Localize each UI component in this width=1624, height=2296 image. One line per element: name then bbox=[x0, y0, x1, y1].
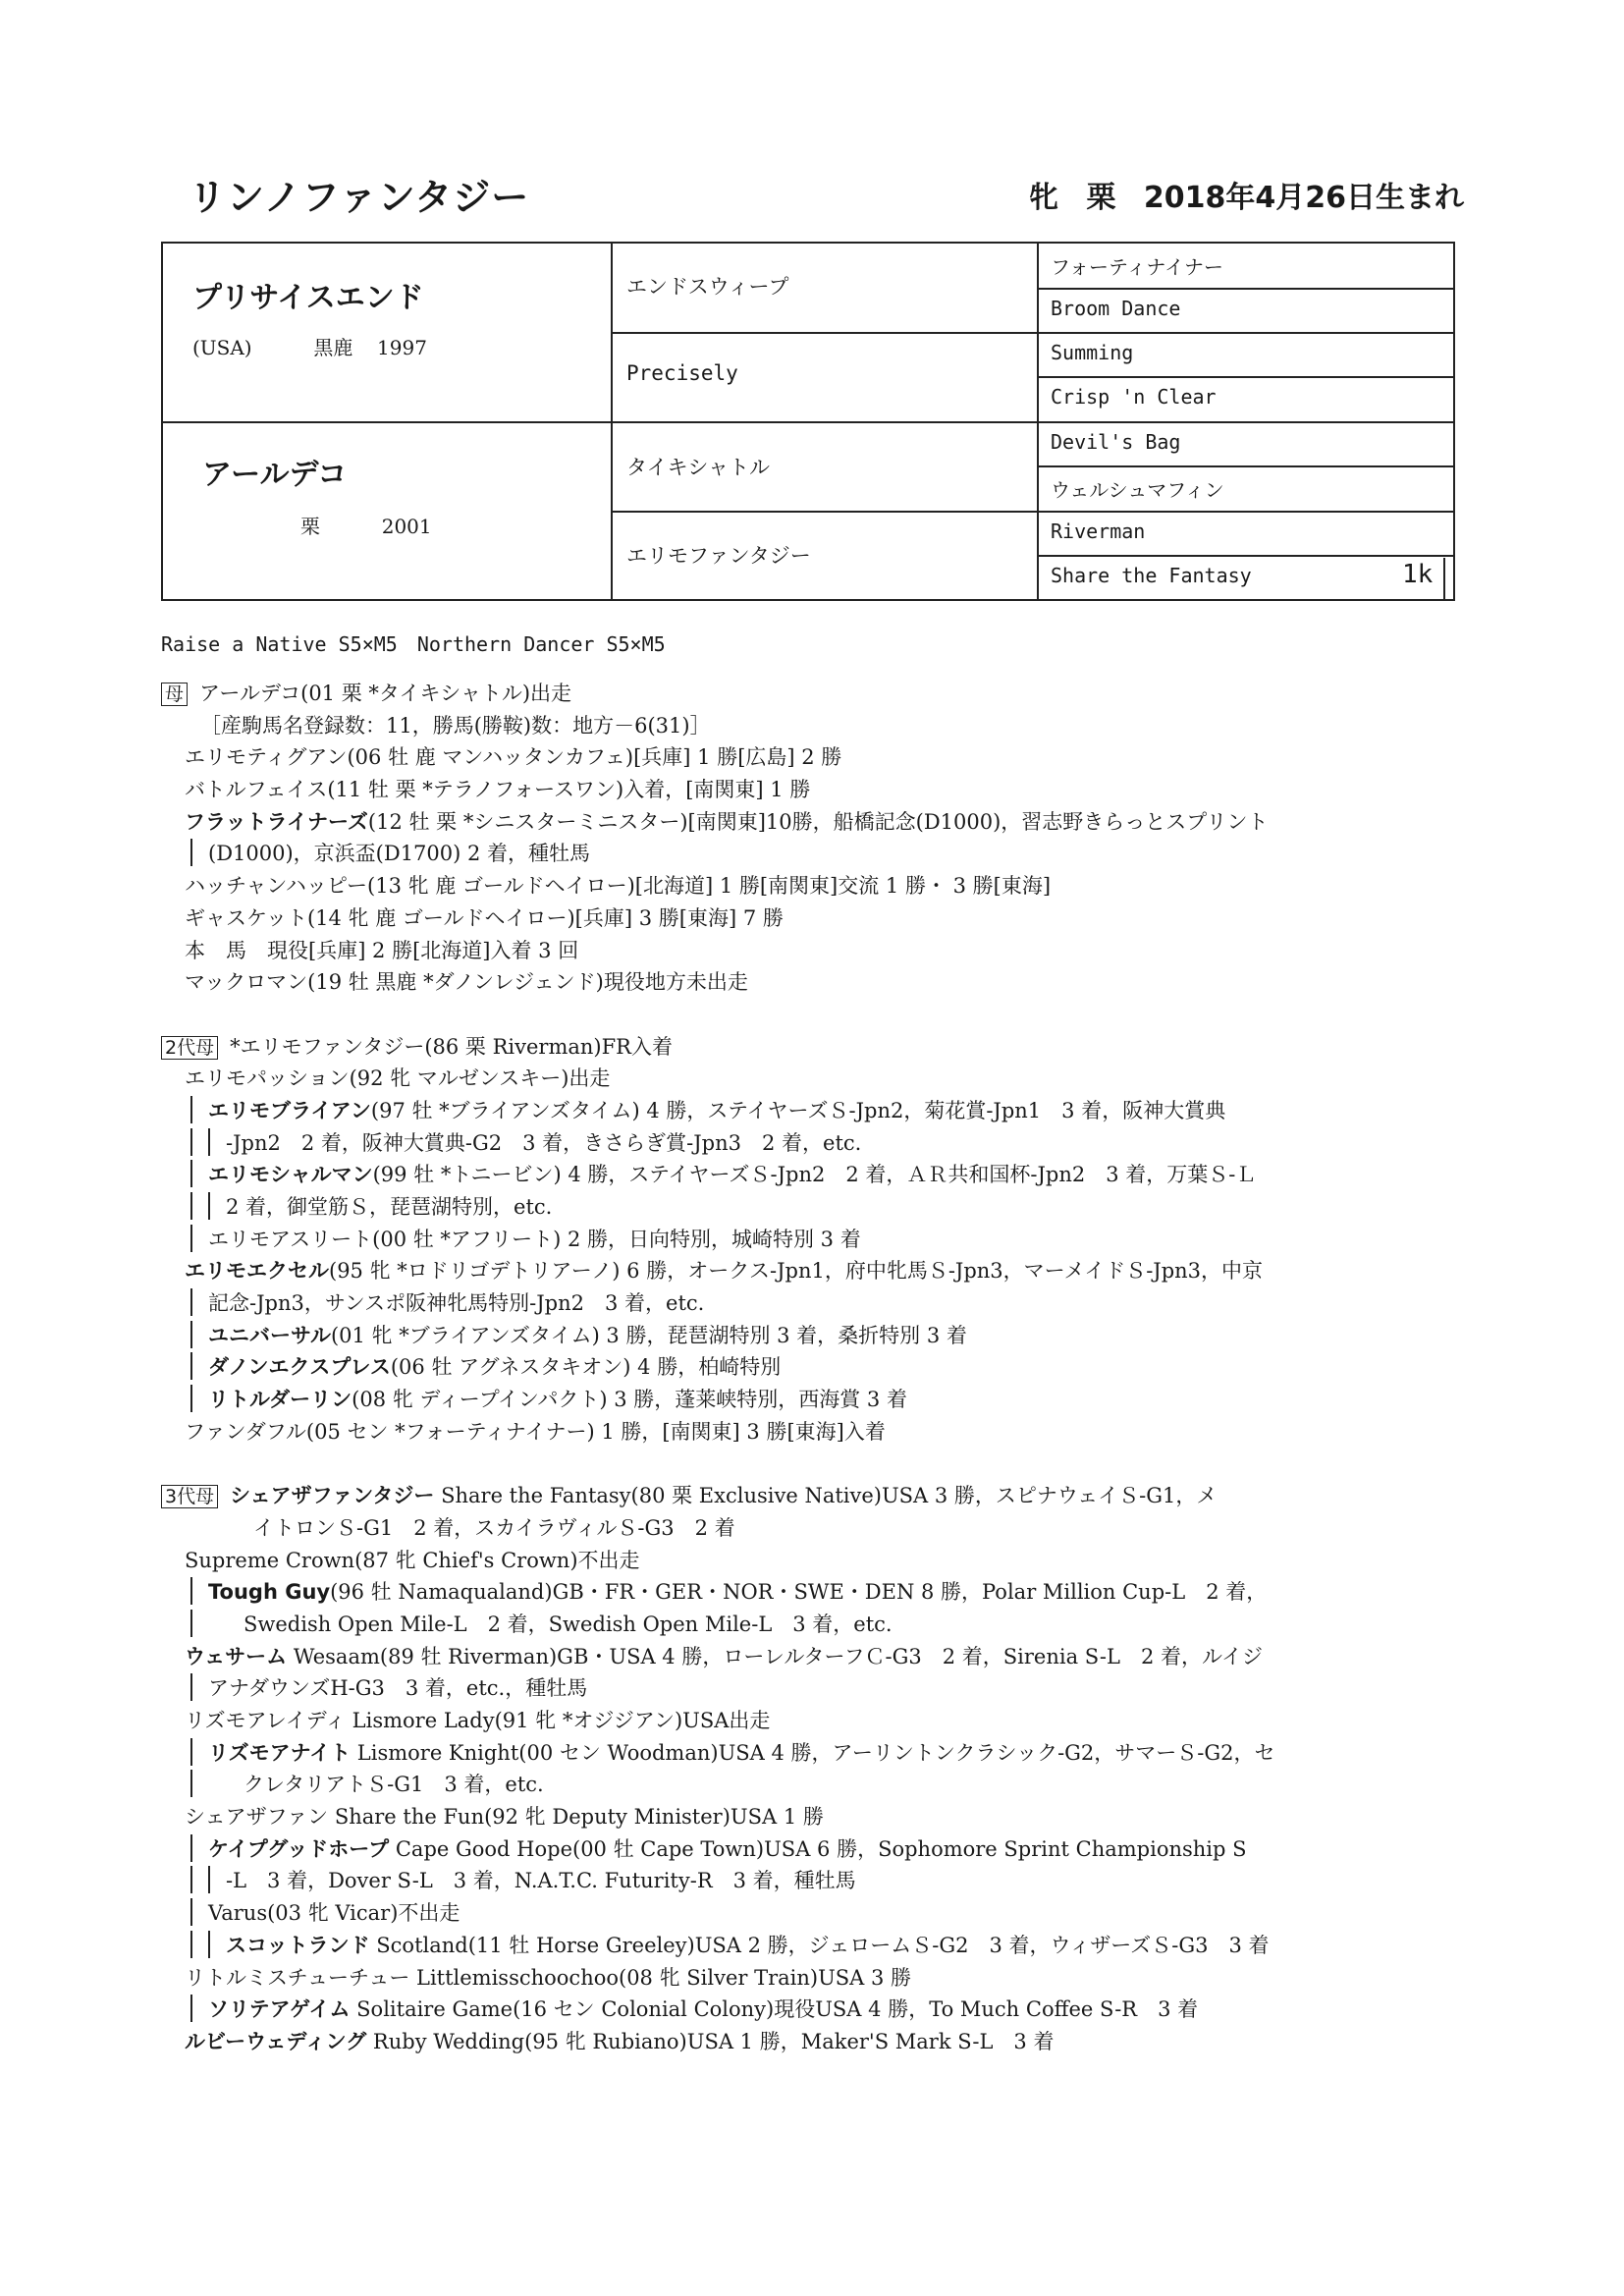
g3-line-12: -L 3 着，Dover S-L 3 着，N.A.T.C. Futurity-R 3 着，種牡馬 bbox=[161, 1865, 1398, 1897]
dam-line-5: (D1000)，京浜盃(D1700) 2 着，種牡馬 bbox=[161, 838, 1398, 870]
g2-line-1: エリモパッション(92 牝 マルゼンスキー)出走 bbox=[185, 1066, 611, 1091]
g3-line-2: Supreme Crown(87 牝 Chief's Crown)不出走 bbox=[185, 1548, 640, 1572]
sire-dam: Precisely bbox=[626, 361, 738, 385]
dam-line-7: ギャスケット(14 牝 鹿 ゴールドヘイロー)[兵庫] 3 勝[東海] 7 勝 bbox=[185, 905, 784, 930]
g3-line-3: Tough Guy(96 牡 Namaqualand)GB・FR・GER・NOR・SWE・DEN 8 勝，Polar Million Cup-L 2 着， bbox=[161, 1576, 1398, 1609]
g3-3: Summing bbox=[1051, 341, 1134, 364]
g3-line-0: 3代母 シェアザファンタジー Share the Fantasy(80 栗 Exclusive Native)USA 3 勝，スピナウェイＳ-G1，メ bbox=[161, 1480, 1398, 1512]
dam-sire: タイキシャトル bbox=[626, 456, 770, 479]
g2-line-4: エリモシャルマン(99 牡 *トニービン) 4 勝，ステイヤーズＳ-Jpn2 2 着，ＡＲ共和国杯-Jpn2 3 着，万葉Ｓ-Ｌ bbox=[161, 1159, 1398, 1191]
g2-line-11: リトルダーリン(08 牝 ディープインパクト) 3 勝，蓬莱峡特別，西海賞 3 着 bbox=[161, 1384, 1398, 1416]
g3-line-14: スコットランド Scotland(11 牡 Horse Greeley)USA 2 勝，ジェロームＳ-G2 3 着，ウィザーズＳ-G3 3 着 bbox=[161, 1930, 1398, 1962]
dam-name: アールデコ bbox=[202, 458, 348, 492]
dam-line-9: マックロマン(19 牡 黒鹿 *ダノンレジェンド)現役地方未出走 bbox=[185, 970, 748, 995]
g2-line-6: エリモアスリート(00 牡 *アフリート) 2 勝，日向特別，城崎特別 3 着 bbox=[161, 1224, 1398, 1256]
dam-line-0: 母 アールデコ(01 栗 *タイキシャトル)出走 bbox=[161, 678, 1398, 710]
dam-line-4: フラットライナーズ(12 牡 栗 *シニスターミニスター)[南関東]10勝，船橋記念(D1000)，習志野きらっとスプリント bbox=[185, 809, 1269, 834]
dam-tag: 母 bbox=[161, 683, 188, 706]
family-number: 1k bbox=[1402, 560, 1434, 589]
dam-line-6: ハッチャンハッピー(13 牝 鹿 ゴールドヘイロー)[北海道] 1 勝[南関東]交流 1 勝・ 3 勝[東海] bbox=[185, 874, 1052, 899]
g3-line-11: ケイプグッドホープ Cape Good Hope(00 牡 Cape Town)USA 6 勝，Sophomore Sprint Championship S bbox=[161, 1833, 1398, 1866]
g2-line-3: -Jpn2 2 着，阪神大賞典-G2 3 着，きさらぎ賞-Jpn3 2 着，etc. bbox=[161, 1127, 1398, 1160]
sire-details bbox=[192, 332, 585, 360]
g3-line-15: リトルミスチューチュー Littlemisschoochoo(08 牝 Silver Train)USA 3 勝 bbox=[185, 1965, 912, 1990]
g3-5: Devil's Bag bbox=[1051, 430, 1181, 454]
dam-line-2: エリモティグアン(06 牡 鹿 マンハッタンカフェ)[兵庫] 1 勝[広島] 2 勝 bbox=[185, 745, 842, 770]
dam-line-1: ［産駒馬名登録数：11，勝馬(勝鞍)数：地方－6(31)］ bbox=[200, 713, 711, 738]
g2-line-5: 2 着，御堂筋Ｓ，琵琶湖特別，etc. bbox=[161, 1191, 1398, 1224]
dam-year: 2001 bbox=[381, 515, 432, 538]
dam-line-8: 本 馬 現役[兵庫] 2 勝[北海道]入着 3 回 bbox=[185, 938, 579, 962]
g3-line-5: ウェサーム Wesaam(89 牡 Riverman)GB・USA 4 勝，ローレルターフＣ-G3 2 着，Sirenia S-L 2 着，ルイジ bbox=[185, 1644, 1263, 1668]
g3-line-17: ルビーウェディング Ruby Wedding(95 牝 Rubiano)USA 1 勝，Maker'S Mark S-L 3 着 bbox=[185, 2029, 1055, 2053]
g3-line-9: クレタリアトＳ-G1 3 着，etc. bbox=[161, 1769, 1398, 1801]
horse-info bbox=[1029, 173, 1482, 216]
g2-line-10: ダノンエクスプレス(06 牡 アグネスタキオン) 4 勝，柏崎特別 bbox=[161, 1351, 1398, 1384]
sire-sire: エンドスウィープ bbox=[626, 275, 789, 299]
g3-line-16: ソリテアゲイム Solitaire Game(16 セン Colonial Colony)現役USA 4 勝，To Much Coffee S-R 3 着 bbox=[161, 1994, 1398, 2026]
g3-1: フォーティナイナー bbox=[1051, 255, 1223, 279]
horse-name: リンノファンタジー bbox=[189, 176, 530, 219]
g3-line-6: アナダウンズH-G3 3 着，etc.，種牡馬 bbox=[161, 1672, 1398, 1705]
g2-line-8: 記念-Jpn3，サンスポ阪神牝馬特別-Jpn2 3 着，etc. bbox=[161, 1287, 1398, 1320]
g3-8: Share the Fantasy bbox=[1051, 564, 1252, 587]
sire-country: (USA) bbox=[192, 336, 252, 359]
g3-6: ウェルシュマフィン bbox=[1051, 478, 1224, 502]
g3-line-7: リズモアレイディ Lismore Lady(91 牝 *オジジアン)USA出走 bbox=[185, 1709, 771, 1732]
g3-line-13: Varus(03 牝 Vicar)不出走 bbox=[161, 1897, 1398, 1930]
dam-dam: エリモファンタジー bbox=[626, 544, 811, 568]
sire-name: プリサイスエンド bbox=[192, 281, 424, 315]
pedigree-table bbox=[161, 242, 1455, 601]
birth-date: 2018年4月26日生まれ bbox=[1143, 181, 1465, 215]
inbreeding-line: Raise a Native S5×M5 Northern Dancer S5×M5 bbox=[161, 632, 666, 656]
g3-line-8: リズモアナイト Lismore Knight(00 セン Woodman)USA 4 勝，アーリントンクラシック-G2，サマーＳ-G2，セ bbox=[161, 1737, 1398, 1770]
g3-2: Broom Dance bbox=[1051, 297, 1181, 320]
g2-line-9: ユニバーサル(01 牝 *ブライアンズタイム) 3 勝，琵琶湖特別 3 着，桑折特別 3 着 bbox=[161, 1320, 1398, 1352]
sex: 牝 bbox=[1029, 181, 1058, 215]
g2-line-7: エリモエクセル(95 牝 *ロドリゴデトリアーノ) 6 勝，オークス-Jpn1，府中牝馬Ｓ-Jpn3，マーメイドＳ-Jpn3，中京 bbox=[185, 1259, 1264, 1284]
dam-color: 栗 bbox=[300, 515, 320, 538]
g2-line-12: ファンダフル(05 セン *フォーティナイナー) 1 勝，[南関東] 3 勝[東海]入着 bbox=[185, 1419, 886, 1444]
sire-year: 1997 bbox=[377, 336, 427, 359]
family-notes bbox=[161, 678, 1398, 2058]
g3-4: Crisp 'n Clear bbox=[1051, 385, 1217, 409]
g2-tag: 2代母 bbox=[161, 1036, 218, 1060]
dam-details bbox=[300, 511, 595, 539]
color: 栗 bbox=[1086, 181, 1116, 215]
g3-tag: 3代母 bbox=[161, 1485, 218, 1508]
dam-line-3: バトルフェイス(11 牡 栗 *テラノフォースワン)入着，[南関東] 1 勝 bbox=[185, 778, 811, 802]
g2-line-0: 2代母 *エリモファンタジー(86 栗 Riverman)FR入着 bbox=[161, 1031, 1398, 1064]
g2-line-2: エリモブライアン(97 牡 *ブライアンズタイム) 4 勝，ステイヤーズＳ-Jpn2，菊花賞-Jpn1 3 着，阪神大賞典 bbox=[161, 1095, 1398, 1127]
g3-line-4: Swedish Open Mile-L 2 着，Swedish Open Mile-L 3 着，etc. bbox=[161, 1609, 1398, 1641]
g3-line-10: シェアザファン Share the Fun(92 牝 Deputy Minister)USA 1 勝 bbox=[185, 1805, 824, 1830]
sire-color: 黒鹿 bbox=[313, 336, 353, 359]
g3-line-1: イトロンＳ-G1 2 着，スカイラヴィルＳ-G3 2 着 bbox=[253, 1515, 735, 1540]
g3-7: Riverman bbox=[1051, 519, 1146, 543]
